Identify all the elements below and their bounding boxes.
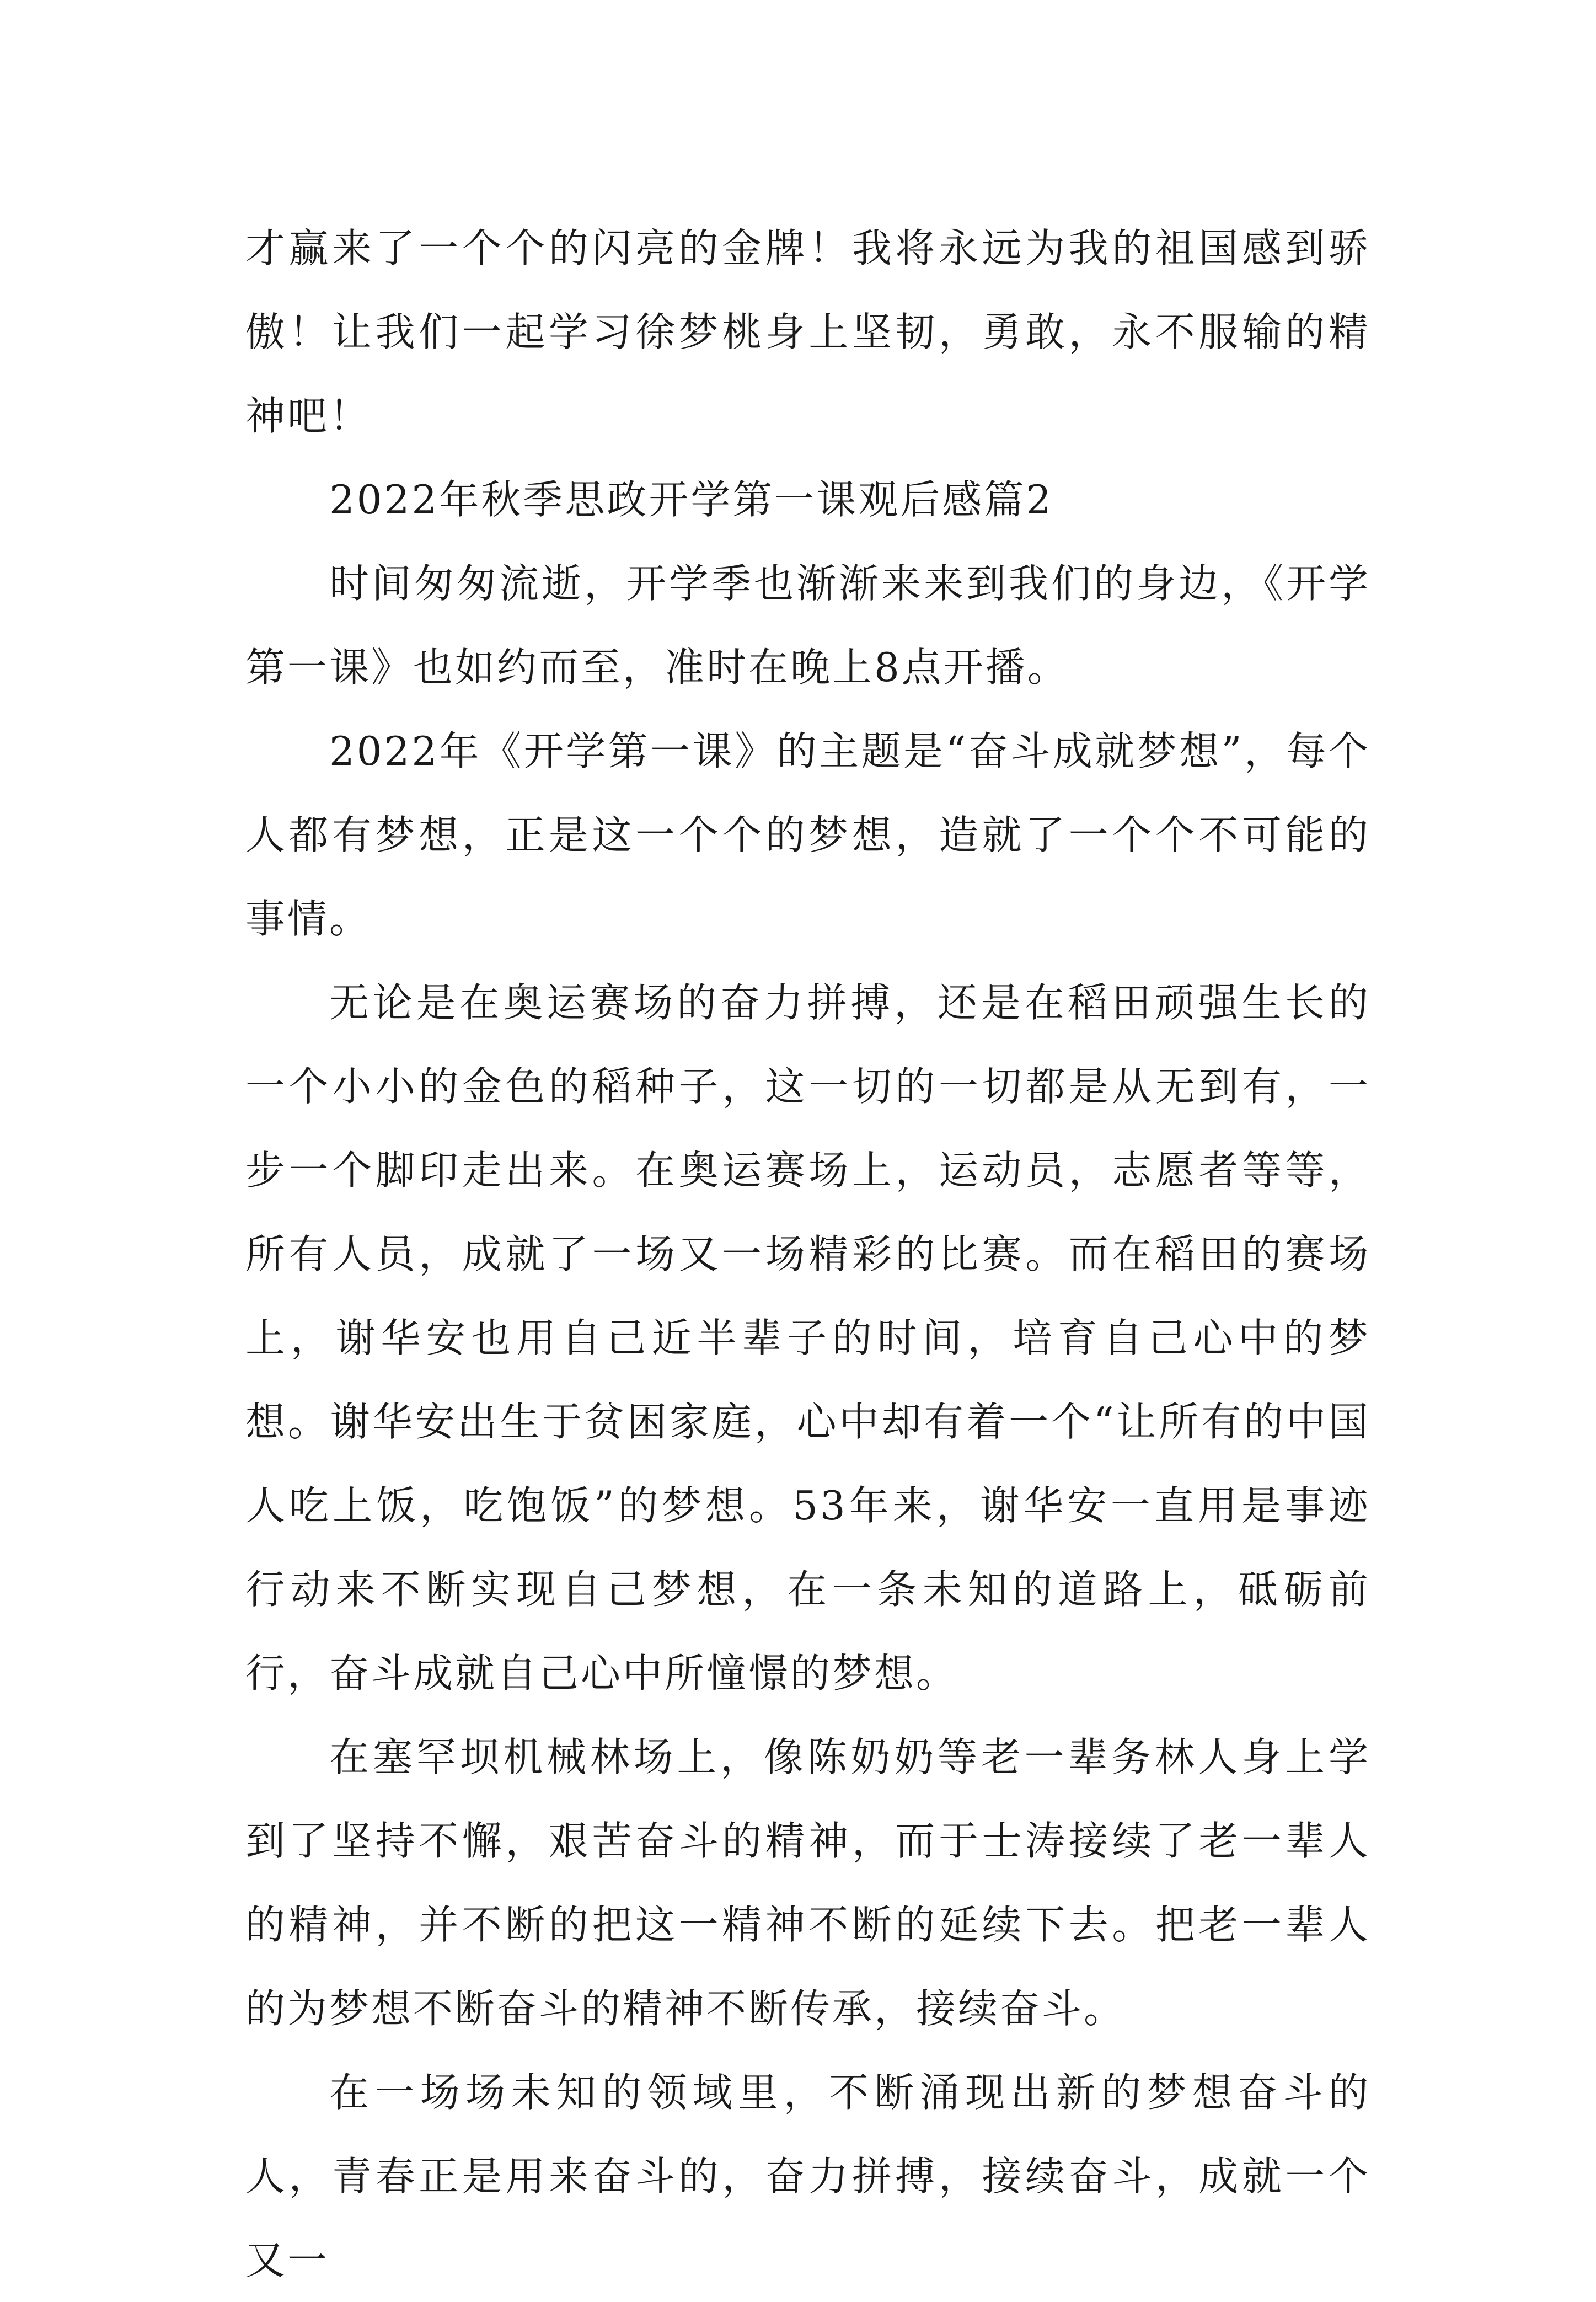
paragraph: 时间匆匆流逝，开学季也渐渐来来到我们的身边，《开学第一课》也如约而至，准时在晚上8点开播。	[245, 560, 1370, 690]
paragraph-continuation: 才赢来了一个个的闪亮的金牌！我将永远为我的祖国感到骄傲！让我们一起学习徐梦桃身上坚韧，勇敢，永不服输的精神吧！	[245, 225, 1370, 439]
paragraph: 在塞罕坝机械林场上，像陈奶奶等老一辈务林人身上学到了坚持不懈，艰苦奋斗的精神，而于士涛接续了老一辈人的精神，并不断的把这一精神不断的延续下去。把老一辈人的为梦想不断奋斗的精神不断传承，接续奋斗。	[245, 1734, 1370, 2032]
paragraph: 2022年《开学第一课》的主题是“奋斗成就梦想”，每个人都有梦想，正是这一个个的梦想，造就了一个个不可能的事情。	[245, 728, 1370, 942]
section-heading: 2022年秋季思政开学第一课观后感篇2	[329, 477, 1054, 523]
paragraph: 无论是在奥运赛场的奋力拼搏，还是在稻田顽强生长的一个小小的金色的稻种子，这一切的一切都是从无到有，一步一个脚印走出来。在奥运赛场上，运动员，志愿者等等，所有人员，成就了一场又一场精彩的比赛。而在稻田的赛场上，谢华安也用自己近半辈子的时间，培育自己心中的梦想。谢华安出生于贫困家庭，心中却有着一个“让所有的中国人吃上饭，吃饱饭”的梦想。53年来，谢华安一直用是事迹行动来不断实现自己梦想，在一条未知的道路上，砥砺前行，奋斗成就自己心中所憧憬的梦想。	[245, 979, 1370, 1696]
paragraph: 在一场场未知的领域里，不断涌现出新的梦想奋斗的人，青春正是用来奋斗的，奋力拼搏，接续奋斗，成就一个又一	[245, 2069, 1370, 2283]
document-body	[245, 206, 1370, 2302]
